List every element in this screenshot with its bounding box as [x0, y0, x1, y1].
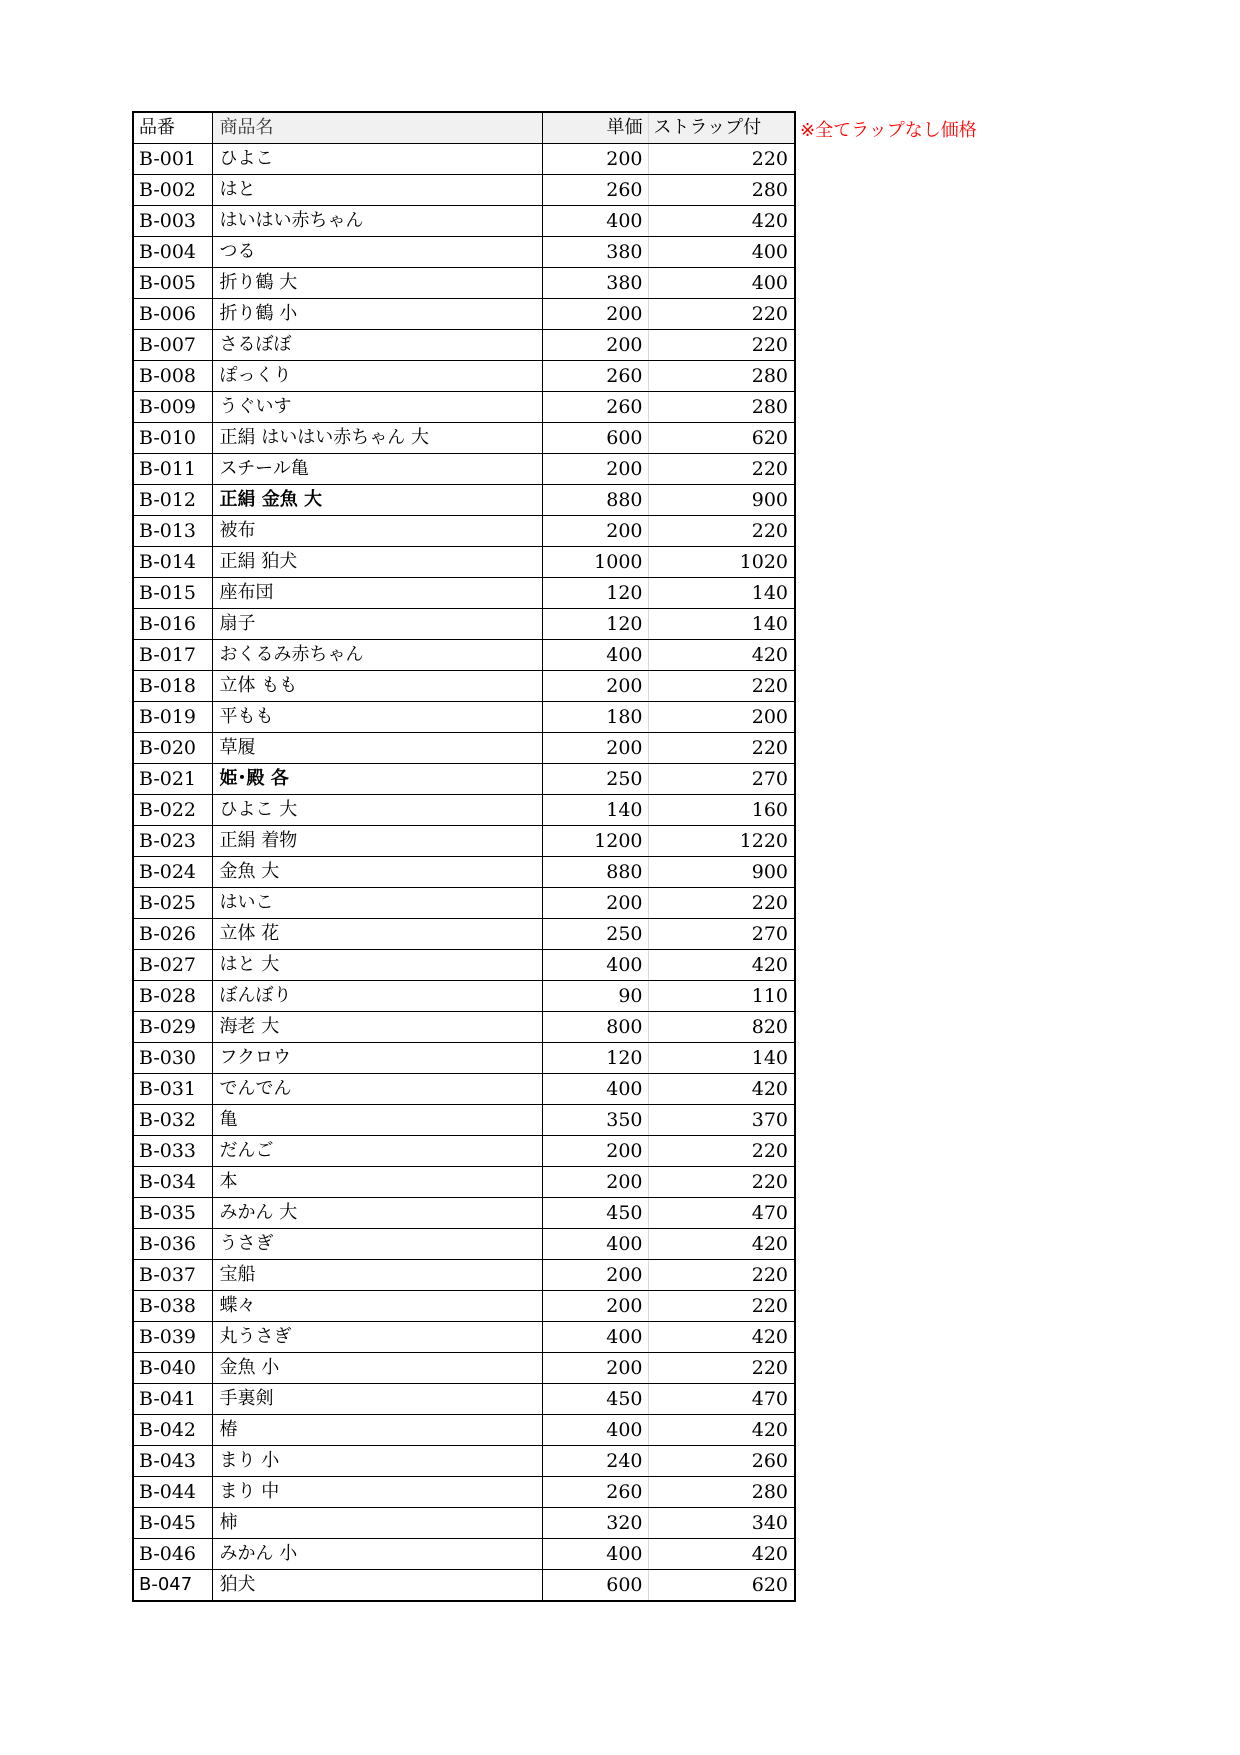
product-name-cell: はいこ [212, 888, 542, 919]
product-name-cell: でんでん [212, 1074, 542, 1105]
strap-price-cell: 220 [648, 330, 795, 361]
unit-price-cell: 380 [542, 237, 648, 268]
table-row [133, 516, 795, 547]
product-name-cell: まり 中 [212, 1477, 542, 1508]
strap-price-cell: 220 [648, 1136, 795, 1167]
product-name-cell: フクロウ [212, 1043, 542, 1074]
product-name-cell: 被布 [212, 516, 542, 547]
table-row [133, 1043, 795, 1074]
unit-price-cell: 200 [542, 1291, 648, 1322]
strap-price-cell: 1220 [648, 826, 795, 857]
product-name-cell: 丸うさぎ [212, 1322, 542, 1353]
product-code-cell: B-002 [133, 175, 212, 206]
table-row [133, 1539, 795, 1570]
product-name-cell: 狛犬 [212, 1570, 542, 1602]
table-row [133, 1508, 795, 1539]
strap-price-cell: 140 [648, 578, 795, 609]
product-code-cell: B-035 [133, 1198, 212, 1229]
strap-price-cell: 280 [648, 1477, 795, 1508]
header-row [133, 112, 795, 144]
strap-price-cell: 280 [648, 392, 795, 423]
table-row [133, 454, 795, 485]
product-name-cell: さるぼぼ [212, 330, 542, 361]
strap-price-cell: 220 [648, 1291, 795, 1322]
unit-price-cell: 400 [542, 1322, 648, 1353]
product-code-cell: B-003 [133, 206, 212, 237]
product-code-cell: B-012 [133, 485, 212, 516]
unit-price-cell: 250 [542, 764, 648, 795]
product-code-cell: B-042 [133, 1415, 212, 1446]
product-name-cell: 金魚 小 [212, 1353, 542, 1384]
product-code-cell: B-007 [133, 330, 212, 361]
unit-price-cell: 260 [542, 175, 648, 206]
table-row [133, 1012, 795, 1043]
product-name-cell: 立体 もも [212, 671, 542, 702]
table-row [133, 795, 795, 826]
product-code-cell: B-040 [133, 1353, 212, 1384]
unit-price-cell: 400 [542, 950, 648, 981]
table-row [133, 764, 795, 795]
product-name-cell: はと 大 [212, 950, 542, 981]
strap-price-cell: 900 [648, 485, 795, 516]
unit-price-cell: 180 [542, 702, 648, 733]
unit-price-cell: 90 [542, 981, 648, 1012]
table-row [133, 857, 795, 888]
product-name-cell: ぼんぼり [212, 981, 542, 1012]
table-row [133, 1167, 795, 1198]
product-name-cell: 立体 花 [212, 919, 542, 950]
unit-price-cell: 400 [542, 640, 648, 671]
product-name-cell: 正絹 着物 [212, 826, 542, 857]
product-code-cell: B-045 [133, 1508, 212, 1539]
product-code-cell: B-018 [133, 671, 212, 702]
unit-price-cell: 200 [542, 888, 648, 919]
strap-price-cell: 370 [648, 1105, 795, 1136]
table-row [133, 1322, 795, 1353]
product-code-cell: B-005 [133, 268, 212, 299]
strap-price-cell: 220 [648, 888, 795, 919]
unit-price-cell: 450 [542, 1384, 648, 1415]
product-code-cell: B-013 [133, 516, 212, 547]
product-code-cell: B-022 [133, 795, 212, 826]
table-row [133, 1105, 795, 1136]
unit-price-cell: 200 [542, 1260, 648, 1291]
product-code-cell: B-021 [133, 764, 212, 795]
header-price: 単価 [542, 112, 648, 144]
unit-price-cell: 200 [542, 671, 648, 702]
product-name-cell: 柿 [212, 1508, 542, 1539]
table-row [133, 1446, 795, 1477]
product-name-cell: 正絹 はいはい赤ちゃん 大 [212, 423, 542, 454]
product-code-cell: B-038 [133, 1291, 212, 1322]
table-row [133, 268, 795, 299]
strap-price-cell: 270 [648, 764, 795, 795]
header-code: 品番 [133, 112, 212, 144]
unit-price-cell: 600 [542, 1570, 648, 1602]
product-code-cell: B-039 [133, 1322, 212, 1353]
unit-price-cell: 320 [542, 1508, 648, 1539]
unit-price-cell: 1200 [542, 826, 648, 857]
unit-price-cell: 250 [542, 919, 648, 950]
unit-price-cell: 350 [542, 1105, 648, 1136]
product-code-cell: B-047 [133, 1570, 212, 1602]
product-name-cell: つる [212, 237, 542, 268]
unit-price-cell: 120 [542, 609, 648, 640]
unit-price-cell: 120 [542, 1043, 648, 1074]
product-name-cell: だんご [212, 1136, 542, 1167]
strap-price-cell: 220 [648, 671, 795, 702]
strap-price-cell: 820 [648, 1012, 795, 1043]
product-name-cell: みかん 小 [212, 1539, 542, 1570]
product-name-cell: うさぎ [212, 1229, 542, 1260]
product-name-cell: 宝船 [212, 1260, 542, 1291]
unit-price-cell: 200 [542, 733, 648, 764]
unit-price-cell: 200 [542, 516, 648, 547]
table-row [133, 1198, 795, 1229]
unit-price-cell: 120 [542, 578, 648, 609]
unit-price-cell: 600 [542, 423, 648, 454]
unit-price-cell: 880 [542, 485, 648, 516]
product-code-cell: B-025 [133, 888, 212, 919]
unit-price-cell: 200 [542, 144, 648, 175]
unit-price-cell: 200 [542, 454, 648, 485]
strap-price-cell: 900 [648, 857, 795, 888]
table-row [133, 702, 795, 733]
strap-price-cell: 1020 [648, 547, 795, 578]
unit-price-cell: 200 [542, 330, 648, 361]
table-row [133, 1229, 795, 1260]
product-code-cell: B-010 [133, 423, 212, 454]
strap-price-cell: 160 [648, 795, 795, 826]
strap-price-cell: 420 [648, 1074, 795, 1105]
strap-price-cell: 420 [648, 1322, 795, 1353]
unit-price-cell: 800 [542, 1012, 648, 1043]
strap-price-cell: 220 [648, 299, 795, 330]
table-row [133, 299, 795, 330]
unit-price-cell: 200 [542, 1167, 648, 1198]
product-code-cell: B-041 [133, 1384, 212, 1415]
table-row [133, 888, 795, 919]
product-code-cell: B-034 [133, 1167, 212, 1198]
product-name-cell: スチール亀 [212, 454, 542, 485]
product-name-cell: はいはい赤ちゃん [212, 206, 542, 237]
product-code-cell: B-036 [133, 1229, 212, 1260]
table-row [133, 392, 795, 423]
unit-price-cell: 140 [542, 795, 648, 826]
table-row [133, 330, 795, 361]
table-row [133, 423, 795, 454]
product-code-cell: B-043 [133, 1446, 212, 1477]
product-name-cell: まり 小 [212, 1446, 542, 1477]
product-code-cell: B-015 [133, 578, 212, 609]
product-name-cell: ぽっくり [212, 361, 542, 392]
product-name-cell: 海老 大 [212, 1012, 542, 1043]
strap-price-cell: 420 [648, 640, 795, 671]
product-name-cell: みかん 大 [212, 1198, 542, 1229]
table-row [133, 640, 795, 671]
product-name-cell: 亀 [212, 1105, 542, 1136]
product-name-cell: はと [212, 175, 542, 206]
unit-price-cell: 380 [542, 268, 648, 299]
product-name-cell: 折り鶴 小 [212, 299, 542, 330]
table-row [133, 1353, 795, 1384]
table-row [133, 144, 795, 175]
product-code-cell: B-030 [133, 1043, 212, 1074]
table-row [133, 1074, 795, 1105]
product-name-cell: ひよこ 大 [212, 795, 542, 826]
strap-price-cell: 470 [648, 1384, 795, 1415]
product-code-cell: B-001 [133, 144, 212, 175]
product-code-cell: B-046 [133, 1539, 212, 1570]
product-name-cell: 蝶々 [212, 1291, 542, 1322]
unit-price-cell: 400 [542, 1415, 648, 1446]
price-table [132, 111, 796, 1602]
product-code-cell: B-027 [133, 950, 212, 981]
product-code-cell: B-020 [133, 733, 212, 764]
product-code-cell: B-006 [133, 299, 212, 330]
product-name-cell: 姫･殿 各 [212, 764, 542, 795]
strap-price-cell: 220 [648, 516, 795, 547]
strap-price-cell: 620 [648, 423, 795, 454]
product-name-cell: 本 [212, 1167, 542, 1198]
table-row [133, 485, 795, 516]
product-name-cell: うぐいす [212, 392, 542, 423]
product-code-cell: B-037 [133, 1260, 212, 1291]
table-row [133, 361, 795, 392]
unit-price-cell: 400 [542, 1539, 648, 1570]
product-name-cell: 正絹 金魚 大 [212, 485, 542, 516]
product-code-cell: B-031 [133, 1074, 212, 1105]
strap-price-cell: 200 [648, 702, 795, 733]
product-name-cell: 折り鶴 大 [212, 268, 542, 299]
pricing-note: ※全てラップなし価格 [800, 120, 977, 141]
unit-price-cell: 260 [542, 1477, 648, 1508]
product-name-cell: ひよこ [212, 144, 542, 175]
strap-price-cell: 420 [648, 1539, 795, 1570]
table-row [133, 1136, 795, 1167]
table-row [133, 733, 795, 764]
strap-price-cell: 270 [648, 919, 795, 950]
strap-price-cell: 400 [648, 237, 795, 268]
unit-price-cell: 260 [542, 361, 648, 392]
product-code-cell: B-017 [133, 640, 212, 671]
product-code-cell: B-032 [133, 1105, 212, 1136]
header-strap: ストラップ付 [648, 112, 795, 144]
strap-price-cell: 140 [648, 1043, 795, 1074]
strap-price-cell: 260 [648, 1446, 795, 1477]
product-code-cell: B-014 [133, 547, 212, 578]
strap-price-cell: 470 [648, 1198, 795, 1229]
strap-price-cell: 420 [648, 950, 795, 981]
table-row [133, 1260, 795, 1291]
table-row [133, 950, 795, 981]
unit-price-cell: 260 [542, 392, 648, 423]
product-name-cell: 正絹 狛犬 [212, 547, 542, 578]
strap-price-cell: 220 [648, 733, 795, 764]
product-code-cell: B-019 [133, 702, 212, 733]
unit-price-cell: 200 [542, 1353, 648, 1384]
table-row [133, 1477, 795, 1508]
strap-price-cell: 220 [648, 1353, 795, 1384]
unit-price-cell: 1000 [542, 547, 648, 578]
strap-price-cell: 220 [648, 454, 795, 485]
unit-price-cell: 200 [542, 299, 648, 330]
unit-price-cell: 400 [542, 206, 648, 237]
table-body [133, 144, 795, 1602]
table-row [133, 1570, 795, 1602]
table-row [133, 1384, 795, 1415]
table-row [133, 547, 795, 578]
product-name-cell: 座布団 [212, 578, 542, 609]
unit-price-cell: 200 [542, 1136, 648, 1167]
price-list-sheet [132, 111, 796, 1602]
strap-price-cell: 220 [648, 1167, 795, 1198]
strap-price-cell: 620 [648, 1570, 795, 1602]
product-name-cell: 草履 [212, 733, 542, 764]
product-code-cell: B-024 [133, 857, 212, 888]
strap-price-cell: 420 [648, 1415, 795, 1446]
strap-price-cell: 140 [648, 609, 795, 640]
table-row [133, 175, 795, 206]
table-row [133, 1291, 795, 1322]
product-code-cell: B-011 [133, 454, 212, 485]
strap-price-cell: 220 [648, 144, 795, 175]
table-row [133, 981, 795, 1012]
product-code-cell: B-044 [133, 1477, 212, 1508]
table-row [133, 826, 795, 857]
product-name-cell: 金魚 大 [212, 857, 542, 888]
unit-price-cell: 450 [542, 1198, 648, 1229]
header-name: 商品名 [212, 112, 542, 144]
table-row [133, 1415, 795, 1446]
product-code-cell: B-009 [133, 392, 212, 423]
product-code-cell: B-004 [133, 237, 212, 268]
strap-price-cell: 420 [648, 1229, 795, 1260]
table-row [133, 919, 795, 950]
product-name-cell: 扇子 [212, 609, 542, 640]
product-name-cell: おくるみ赤ちゃん [212, 640, 542, 671]
product-code-cell: B-028 [133, 981, 212, 1012]
product-code-cell: B-016 [133, 609, 212, 640]
strap-price-cell: 110 [648, 981, 795, 1012]
unit-price-cell: 400 [542, 1229, 648, 1260]
product-code-cell: B-008 [133, 361, 212, 392]
table-row [133, 671, 795, 702]
strap-price-cell: 280 [648, 361, 795, 392]
strap-price-cell: 280 [648, 175, 795, 206]
table-row [133, 578, 795, 609]
product-code-cell: B-023 [133, 826, 212, 857]
unit-price-cell: 880 [542, 857, 648, 888]
unit-price-cell: 400 [542, 1074, 648, 1105]
table-row [133, 206, 795, 237]
product-name-cell: 平もも [212, 702, 542, 733]
strap-price-cell: 420 [648, 206, 795, 237]
product-code-cell: B-029 [133, 1012, 212, 1043]
product-code-cell: B-033 [133, 1136, 212, 1167]
strap-price-cell: 220 [648, 1260, 795, 1291]
unit-price-cell: 240 [542, 1446, 648, 1477]
product-code-cell: B-026 [133, 919, 212, 950]
product-name-cell: 椿 [212, 1415, 542, 1446]
product-name-cell: 手裏剣 [212, 1384, 542, 1415]
strap-price-cell: 340 [648, 1508, 795, 1539]
table-row [133, 609, 795, 640]
strap-price-cell: 400 [648, 268, 795, 299]
table-row [133, 237, 795, 268]
